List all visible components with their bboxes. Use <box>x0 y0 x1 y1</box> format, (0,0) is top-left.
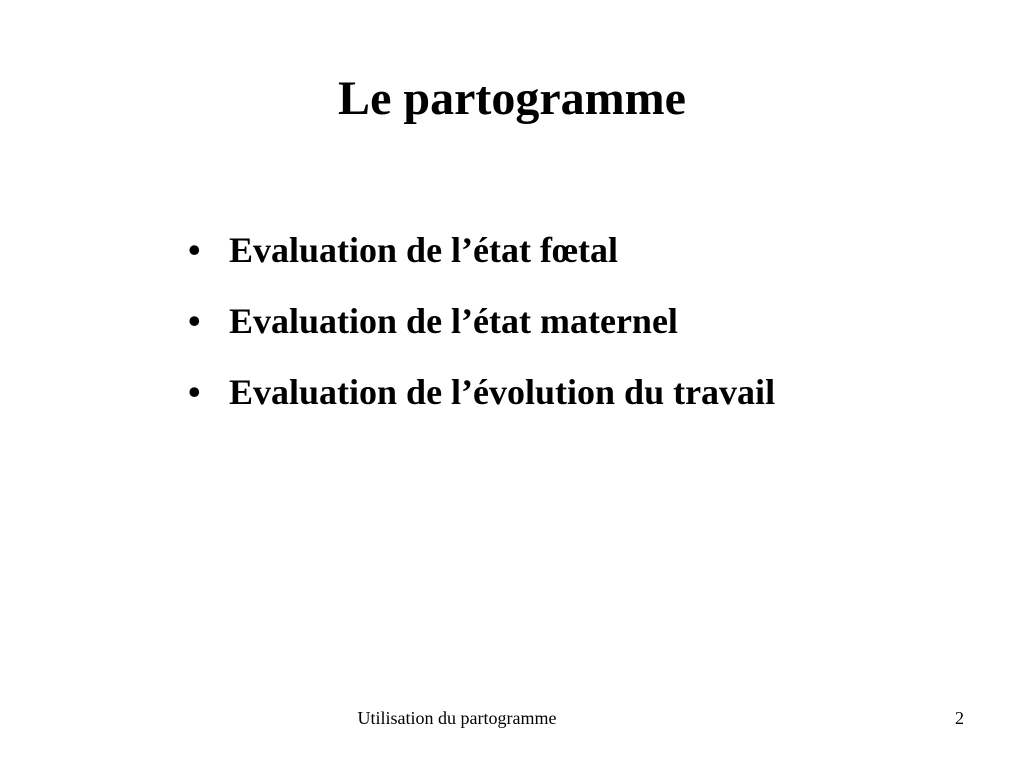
footer-title: Utilisation du partogramme <box>357 708 557 728</box>
bullet-icon: • <box>188 301 201 341</box>
bullet-text: Evaluation de l’évolution du travail <box>229 372 776 412</box>
bullet-text: Evaluation de l’état fœtal <box>229 230 618 270</box>
bullet-text: Evaluation de l’état maternel <box>229 301 678 341</box>
page-number: 2 <box>955 708 964 728</box>
bullet-icon: • <box>188 230 201 270</box>
bullet-icon: • <box>188 372 201 412</box>
slide-title: Le partogramme <box>338 72 686 125</box>
